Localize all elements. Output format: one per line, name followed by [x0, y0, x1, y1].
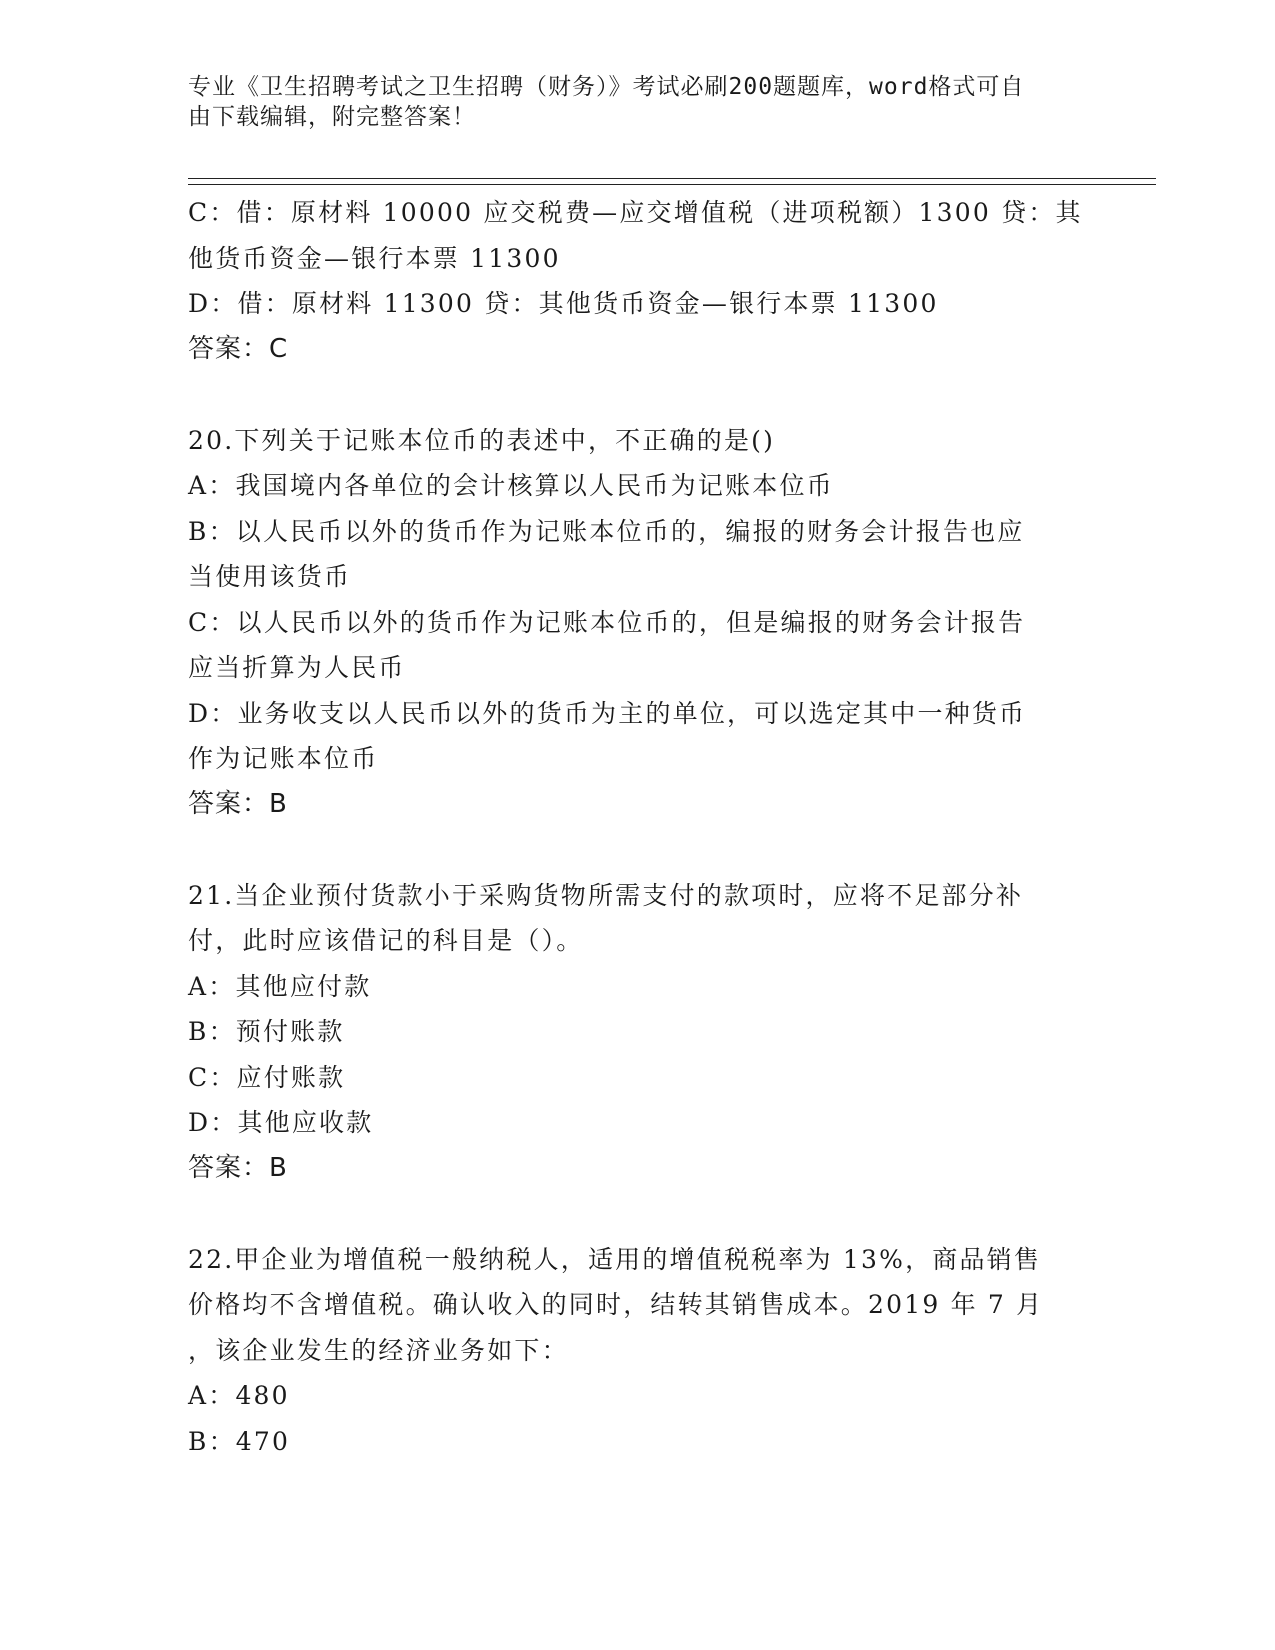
option-d: D：业务收支以人民币以外的货币为主的单位，可以选定其中一种货币 [188, 698, 1027, 728]
option-c: C：以人民币以外的货币作为记账本位币的，但是编报的财务会计报告 [188, 607, 1026, 637]
spacer [188, 1191, 1088, 1237]
option-a: A：480 [188, 1381, 290, 1410]
option-c-continued: 他货币资金—银行本票 11300 [188, 243, 561, 273]
option-c: C：借：原材料 10000 应交税费—应交增值税（进项税额）1300 贷：其 [188, 198, 1083, 227]
question-stem: 22.甲企业为增值税一般纳税人，适用的增值税税率为 13%，商品销售 [188, 1244, 1042, 1274]
answer: 答案：B [188, 788, 288, 819]
option-d: D：借：原材料 11300 贷：其他货币资金—银行本票 11300 [188, 289, 939, 318]
option-b: B：预付账款 [188, 1017, 345, 1046]
question-list [188, 190, 1088, 1464]
question-19-tail [188, 190, 1088, 372]
question-stem: 20.下列关于记账本位币的表述中，不正确的是() [188, 425, 776, 455]
header-line-2: 由下载编辑，附完整答案！ [188, 104, 476, 130]
question-stem: 21.当企业预付货款小于采购货物所需支付的款项时，应将不足部分补 [188, 880, 1024, 910]
option-b: B：以人民币以外的货币作为记账本位币的，编报的财务会计报告也应 [188, 516, 1025, 546]
option-a: A：我国境内各单位的会计核算以人民币为记账本位币 [188, 471, 834, 500]
question-stem-continued: 价格均不含增值税。确认收入的同时，结转其销售成本。2019 年 7 月 [188, 1290, 1044, 1319]
spacer [188, 372, 1088, 418]
header-divider-bottom [188, 184, 1156, 185]
document-header [188, 72, 1088, 132]
spacer [188, 827, 1088, 873]
answer: 答案：B [188, 1152, 288, 1183]
question-stem-continued: ，该企业发生的经济业务如下： [188, 1335, 569, 1365]
option-a: A：其他应付款 [188, 971, 372, 1001]
question-20 [188, 418, 1088, 828]
option-b-continued: 当使用该货币 [188, 562, 352, 591]
question-21 [188, 873, 1088, 1192]
question-22 [188, 1237, 1088, 1465]
option-d: D：其他应收款 [188, 1108, 374, 1137]
answer: 答案：C [188, 333, 289, 364]
header-line-1: 专业《卫生招聘考试之卫生招聘（财务）》考试必刷200题题库，word格式可自 [188, 74, 1025, 100]
option-b: B：470 [188, 1426, 291, 1456]
question-stem-continued: 付，此时应该借记的科目是（）。 [188, 926, 584, 955]
option-c: C：应付账款 [188, 1062, 346, 1092]
option-c-continued: 应当折算为人民币 [188, 653, 406, 682]
option-d-continued: 作为记账本位币 [188, 744, 379, 773]
header-divider-top [188, 178, 1156, 179]
